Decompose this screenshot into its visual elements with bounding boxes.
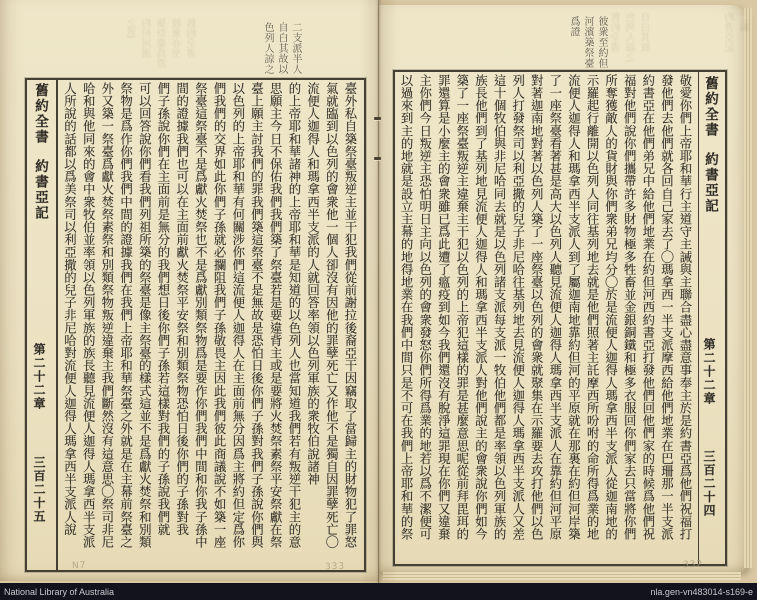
text-column: 色列人諒之 [627, 12, 638, 62]
left-ghost-text [126, 18, 238, 84]
text-column: 河濱築祭臺 [582, 16, 593, 69]
right-running-title [699, 76, 723, 338]
text-column: 們子孫說你們在主面前是無分的我們想日後你們子孫若這樣對我們的子孫說我們就 [155, 82, 170, 536]
text-column: 約但河濱 [143, 18, 154, 58]
book-subtitle: 約書亞記 [703, 152, 718, 214]
text-column: 福對他們說你們攜帶許多財物極多牲畜並金銀銅鐵和極多衣服回你們家去只當將你們 [622, 74, 637, 541]
text-column: 以色列的上帝耶和華有何關涉你們這流便人迦得人在主面前無分因爲主將約但定爲你 [230, 82, 245, 549]
text-column: 約書亞記 [726, 12, 737, 52]
text-column: 了一座祭臺看著甚是高大以色列人聽見流便人迦得人瑪拿西半支派人在靠約但河平原 [547, 74, 562, 541]
text-column: 間的證據我們也可以在主面前獻火焚祭平安祭和別類祭物恐怕日後你們的子孫對我 [174, 82, 189, 536]
text-column: 約書亞在他們弟兄中給他們地業在約但河西約書亞打發他們回他們家的時候爲他們祝 [640, 74, 655, 541]
right-chapter-label: 第二十二章 [702, 338, 716, 406]
left-chapter-label: 第二十二章 [32, 343, 46, 411]
text-column: 發他們去他們就各回自己家去了◯瑪拿西一半支派摩西給他們地業在巴珊那一半支派 [659, 74, 674, 541]
text-column: 可以回答說你們看我們列祖所築的祭臺是像主祭臺的樣式這並不是爲獻火焚祭和別類 [137, 82, 152, 549]
right-page-number: 三百二十四 [702, 450, 716, 518]
text-column: 流便人迦得人和瑪拿西半支派的人就回答率領以色列軍族的衆牧伯說諸神 [305, 82, 320, 486]
text-column: 這十個牧伯與非尼哈同去就是以色列諸支派每支派一牧伯他們都是率領以色列軍族的 [492, 74, 507, 541]
text-column: 外又築一祭臺爲獻火焚祭素祭和別類祭物叛逆違棄主我們斷然沒有這意思◯祭司非尼 [99, 82, 114, 549]
watermark-bar [0, 583, 757, 600]
text-column: 氣就臨到以色列的會衆他一個人卻沒有因他的罪孽死亡又作他不是獨自因罪孽死亡◯ [324, 82, 339, 549]
spine-crease [378, 0, 379, 583]
left-margin-rule [56, 80, 58, 570]
right-head-note [564, 16, 608, 78]
left-page-number: 三百二十五 [32, 456, 46, 524]
left-page-text [60, 82, 359, 564]
right-corner-ghost-text [724, 12, 752, 74]
text-column: 以過來到主的地就是設立主幕的地得地業在我們中間只是不可在我們上帝耶和華的祭 [399, 74, 414, 541]
text-column: 的上帝耶和華諸神的上帝耶和華是知道的以色列人也當知道我們若有叛逆干犯主的意 [286, 82, 301, 549]
fore-edge [744, 8, 752, 568]
text-column: 臺上願主討我們的罪我們築這祭臺不是無故是恐怕日後你們子孫對我們子孫說你們與 [249, 82, 264, 549]
text-column: 罪還算是小麼主的會衆雖已爲此遭了瘟疫到如今我們還沒有脫淨這罪現在你們又違棄 [436, 74, 451, 541]
binding-stitch [374, 157, 381, 160]
text-column: 們我們的交界如此你們子孫就必攔阻我們子孫敬畏主因此我們彼此商議說不如築一座 [212, 82, 227, 549]
text-column: 色列人諒之 [262, 22, 273, 75]
text-column: 舊約全書 [188, 18, 199, 58]
text-column: 哈和與他同來的會中衆牧伯並率領以色列軍族的族長聽見流便人迦得人瑪拿西半支派 [81, 82, 96, 549]
text-column: 所奪獲敵人的貨財與你們衆弟兄均分◯於是流便人迦得人瑪拿西半支派人從迦南地的 [603, 74, 618, 541]
text-column: 二編 [741, 12, 752, 32]
text-column: 敬愛你們上帝耶和華行主道守主誡與主聯合盡心盡意事奉主於是約書亞爲他們祝福打 [678, 74, 692, 541]
text-column: 列人打發祭司以利亞撒的兒子非尼哈往基列地去見流便人迦得人瑪拿西半支派人又差 [510, 74, 525, 541]
text-column: 彼衆亦至 [173, 18, 184, 58]
left-head-note [258, 22, 302, 86]
text-column: 祭物是爲作你們我們中間的證據我們在我們上帝耶和華祭臺之外就是在主幕前祭臺之 [118, 82, 133, 549]
text-column: 主你們今日叛逆主恐怕明日主向以色列的會衆發怒你們所得爲業的地若以爲不潔便可 [417, 74, 432, 541]
right-page-text [397, 74, 694, 558]
text-column: 自白其故以 [276, 22, 287, 75]
text-column: 自白其故 [642, 12, 653, 52]
text-column: 祭臺這祭臺不是爲獻火焚祭也不是爲獻別類祭物爲是要作你們我們中間和你我子孫中 [193, 82, 208, 549]
text-column: 族長他們到了基列地見流便人迦得人和瑪拿西半支派人對他們說主的會衆說你們如今 [473, 74, 488, 541]
text-column: 流便人迦得人和瑪拿西半支派人到了屬迦南地靠約但河的平原就在那裏在約但河岸築 [566, 74, 581, 541]
right-ghost-text [610, 12, 656, 76]
left-running-title [29, 83, 53, 345]
text-column: 築了一座祭臺叛逆主違棄主干犯以色列的上帝犯這樣的罪是甚麼意思呢從前拜毘珥的 [454, 74, 469, 541]
page-stack-edges [383, 572, 741, 580]
text-column: 之恩 [128, 18, 139, 38]
library-name: National Library of Australia [4, 586, 115, 597]
text-column: 人所說的話都以爲美祭司以利亞撒的兒子非尼哈對流便人迦得人瑪拿西半支派人說 [62, 82, 77, 536]
text-column: 爲證 [568, 16, 579, 37]
text-column: 示羅起行離開以色列人同往基列地去就是他們照著主託摩西所吩咐的命所得爲業的地 [585, 74, 600, 541]
text-column: 築祭臺爲證 [158, 18, 169, 68]
pencil-mark-center: 333 [324, 561, 346, 573]
book-title: 舊約全書 [33, 83, 48, 145]
book-subtitle: 約書亞記 [33, 159, 48, 221]
binding-stitch [374, 117, 381, 120]
pencil-mark-right: 332 [682, 559, 704, 571]
text-column: 對著迦南地對著以色列人築了一座祭臺以色列的會衆就聚集在示羅要去攻打他們以色 [529, 74, 544, 541]
text-column: 彼衆至約但 [596, 16, 607, 69]
text-column: 思願主今日不保佑我們我們築了祭臺若是要違背主或是要將火焚祭素祭平安祭獻在祭 [268, 82, 283, 549]
text-column: 舊約全書 [612, 12, 623, 52]
text-column: 二支派半人 [290, 22, 301, 75]
text-column: 臺外私自築祭臺叛逆主並干犯我們從前謝拉後裔亞干因竊取了當歸主的財物犯了罪怒 [343, 82, 357, 549]
image-id: nla.gen-vn483014-s169-e [650, 586, 753, 597]
book-title: 舊約全書 [703, 76, 718, 138]
pencil-mark-left: N7 [71, 560, 87, 572]
